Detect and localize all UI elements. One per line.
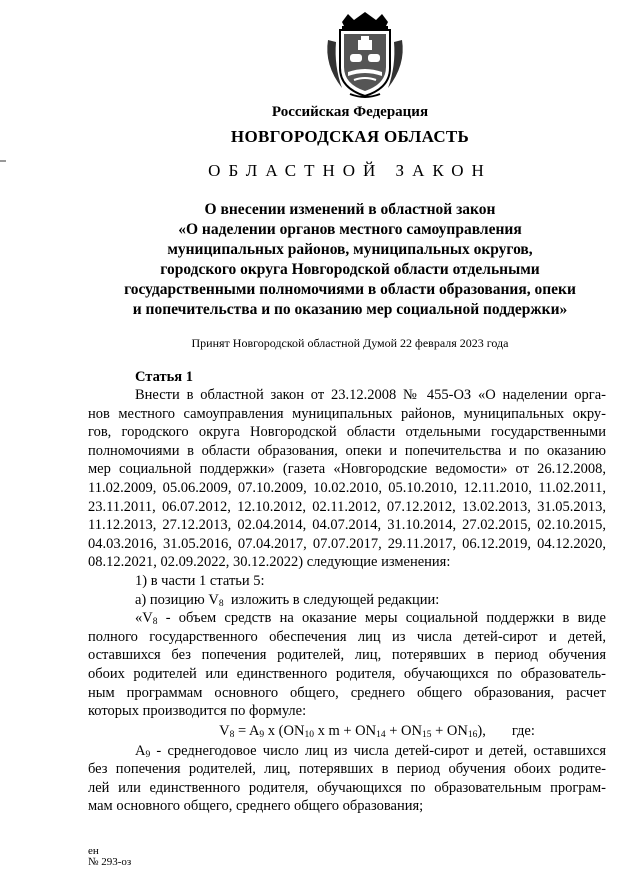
body-line: полномочиями в области образования, опеки и попечительства и по оказанию	[88, 442, 606, 459]
body-line: мер социальной поддержки» (газета «Новгородские ведомости» от 26.12.2008,	[88, 461, 606, 478]
v8-definition-line: которых производится по формуле:	[88, 703, 307, 720]
title-line: муниципальных районов, муниципальных округов,	[167, 241, 533, 258]
item-1: 1) в части 1 статьи 5:	[135, 572, 265, 589]
title-line: городского округа Новгородской области отдельными	[160, 261, 540, 278]
region-label: НОВГОРОДСКАЯ ОБЛАСТЬ	[230, 127, 470, 146]
v8-definition-line: оставшихся без попечения родителей, лиц, потерявших в период обучения	[88, 647, 606, 664]
a9-definition-line: без попечения родителей, лиц, потерявших в период обучения обоих родите-	[88, 761, 606, 778]
a9-definition-line: мам основного общего, среднего общего образования;	[88, 798, 424, 815]
body-line: 04.03.2016, 31.05.2016, 07.04.2017, 07.07.2017, 29.11.2017, 06.12.2019, 04.12.2020,	[88, 535, 606, 552]
title-line: государственными полномочиями в области образования, опеки	[124, 281, 576, 298]
item-a: а) позицию $V_8$ изложить в следующей редакции:	[135, 591, 440, 609]
title-line: и попечительства и по оказанию мер социальной поддержки»	[132, 301, 568, 318]
a9-definition-line: $A_9$ - среднегодовое число лиц из числа детей-сирот и детей, оставшихся	[135, 742, 606, 760]
accepted-date: Принят Новгородской областной Думой 22 февраля 2023 года	[191, 336, 509, 350]
v8-definition-line: обоих родителей или единственного родителя, обучающихся по образователь-	[88, 665, 606, 682]
a9-definition-line: лей или единственного родителя, обучающихся по образовательным програм-	[88, 779, 606, 796]
v8-definition-line: «$V_8$ - объем средств на оказание меры социальной поддержки в виде	[135, 610, 606, 628]
article-heading: Статья 1	[135, 369, 193, 385]
federation-label: Российская Федерация	[271, 104, 429, 120]
coat-of-arms-icon	[320, 10, 410, 100]
law-body	[88, 386, 606, 816]
body-line: нов местного самоуправления муниципальных районов, муниципальных окру-	[88, 405, 606, 422]
footer-initials: ен	[88, 845, 99, 857]
footer-stamp	[88, 846, 131, 868]
body-line: 11.12.2013, 27.12.2013, 02.04.2014, 04.07.2014, 31.10.2014, 27.02.2015, 02.10.2015,	[88, 517, 606, 534]
title-line: О внесении изменений в областной закон	[204, 201, 496, 218]
formula: $V_8 = A_9$ x ($ON_{10}$ x $m + ON_{14} + ON_{15} + ON_{16}$), где:	[219, 722, 535, 740]
body-line: гов, городского округа Новгородской области отдельными государственными	[88, 424, 606, 441]
v8-definition-line: полного государственного обеспечения лиц из числа детей-сирот и детей,	[88, 628, 606, 645]
body-line: 11.02.2009, 05.06.2009, 07.10.2009, 10.02.2010, 05.10.2010, 12.11.2010, 11.02.2011,	[88, 479, 606, 496]
body-line: 08.12.2021, 02.09.2022, 30.12.2022) следующие изменения:	[88, 554, 451, 571]
title-line: «О наделении органов местного самоуправления	[178, 221, 522, 238]
footer-number: № 293-оз	[88, 856, 132, 868]
law-type-label: ОБЛАСТНОЙ ЗАКОН	[208, 161, 492, 180]
body-line: 23.11.2011, 06.07.2012, 12.10.2012, 02.11.2012, 07.12.2012, 13.02.2013, 31.05.2013,	[88, 498, 606, 515]
v8-definition-line: ным программам основного общего, среднего общего образования, расчет	[88, 684, 606, 701]
law-title	[90, 200, 610, 320]
body-line: Внести в областной закон от 23.12.2008 № 455-ОЗ «О наделении орга-	[135, 387, 606, 403]
